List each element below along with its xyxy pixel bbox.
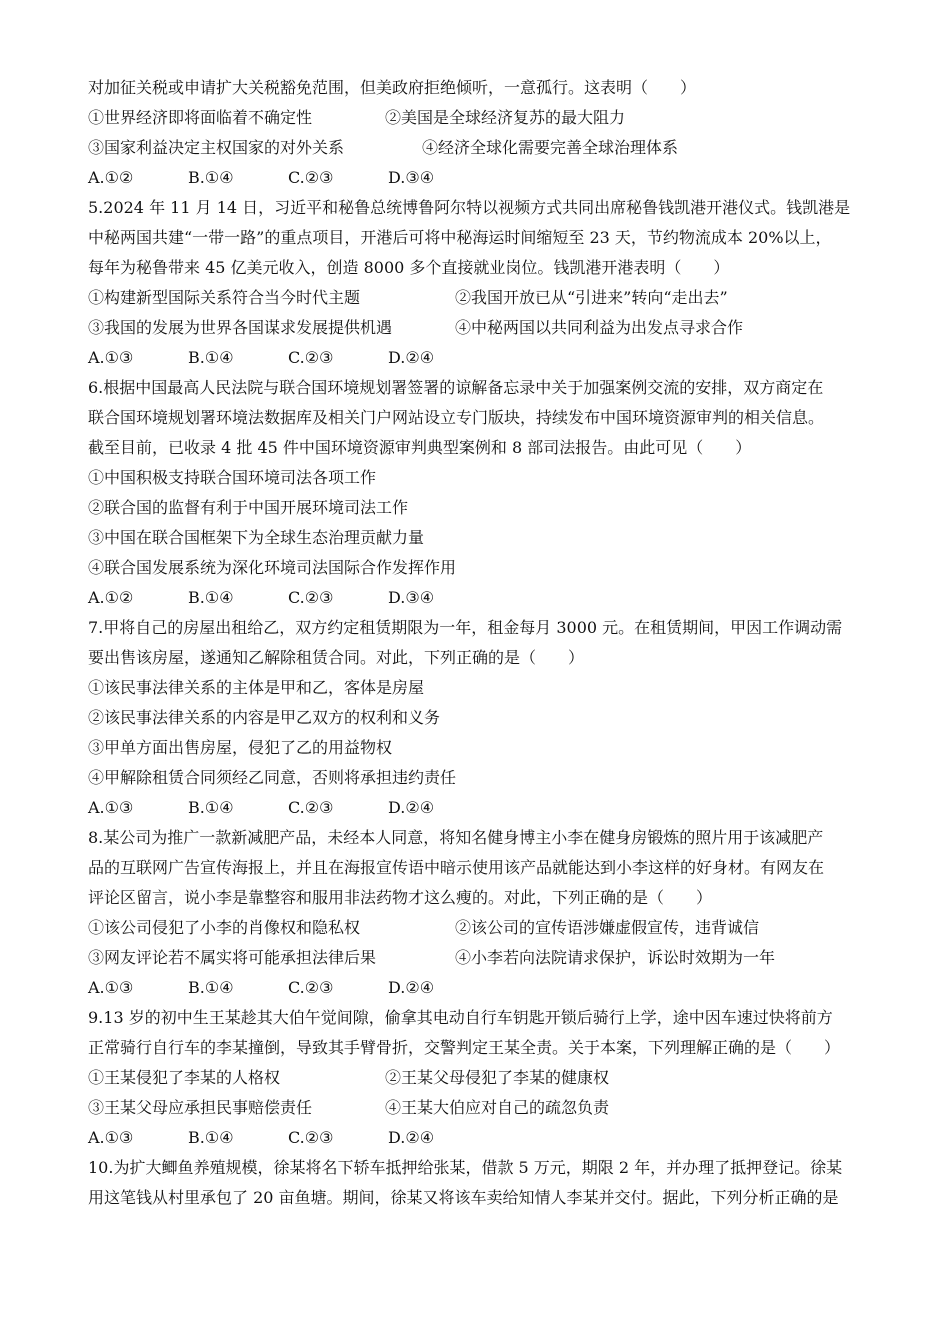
q5-statement-1: ①构建新型国际关系符合当今时代主题: [88, 288, 361, 307]
q7-statement-2: ②该民事法律关系的内容是甲乙双方的权利和义务: [88, 708, 441, 727]
q5-stem-line-3: 每年为秘鲁带来 45 亿美元收入，创造 8000 多个直接就业岗位。钱凯港开港表明（ ）: [88, 258, 730, 277]
q4-statement-1: ①世界经济即将面临着不确定性: [88, 108, 313, 127]
q8-statement-2: ②该公司的宣传语涉嫌虚假宣传，违背诚信: [455, 918, 760, 937]
q8-option-a: A.①③: [88, 978, 134, 997]
q4-option-c: C.②③: [288, 168, 334, 187]
q6-statement-4: ④联合国发展系统为深化环境司法国际合作发挥作用: [88, 558, 457, 577]
q6-statement-2: ②联合国的监督有利于中国开展环境司法工作: [88, 498, 409, 517]
q7-statement-4: ④甲解除租赁合同须经乙同意，否则将承担违约责任: [88, 768, 457, 787]
q7-option-b: B.①④: [188, 798, 234, 817]
q8-statement-1: ①该公司侵犯了小李的肖像权和隐私权: [88, 918, 361, 937]
q5-statement-4: ④中秘两国以共同利益为出发点寻求合作: [455, 318, 744, 337]
q8-statement-4: ④小李若向法院请求保护，诉讼时效期为一年: [455, 948, 776, 967]
q9-option-c: C.②③: [288, 1128, 334, 1147]
q6-statement-1: ①中国积极支持联合国环境司法各项工作: [88, 468, 377, 487]
q9-option-b: B.①④: [188, 1128, 234, 1147]
q6-option-d: D.③④: [388, 588, 435, 607]
q4-option-a: A.①②: [88, 168, 134, 187]
q5-option-c: C.②③: [288, 348, 334, 367]
q8-option-b: B.①④: [188, 978, 234, 997]
q8-stem-line-3: 评论区留言，说小李是靠整容和服用非法药物才这么瘦的。对此，下列正确的是（ ）: [88, 888, 713, 907]
q7-statement-3: ③甲单方面出售房屋，侵犯了乙的用益物权: [88, 738, 393, 757]
q7-stem-line-2: 要出售该房屋，遂通知乙解除租赁合同。对此，下列正确的是（ ）: [88, 648, 585, 667]
q6-stem-line-3: 截至目前，已收录 4 批 45 件中国环境资源审判典型案例和 8 部司法报告。由此可见（ ）: [88, 438, 752, 457]
q5-option-b: B.①④: [188, 348, 234, 367]
q6-stem-line-2: 联合国环境规划署环境法数据库及相关门户网站设立专门版块，持续发布中国环境资源审判的相关信息。: [88, 408, 825, 427]
q4-statement-2: ②美国是全球经济复苏的最大阻力: [385, 108, 626, 127]
q6-option-a: A.①②: [88, 588, 134, 607]
q4-option-d: D.③④: [388, 168, 435, 187]
q8-stem-line-1: 8.某公司为推广一款新减肥产品，未经本人同意，将知名健身博主小李在健身房锻炼的照片用于该减肥产: [88, 828, 824, 847]
q9-option-a: A.①③: [88, 1128, 134, 1147]
q7-stem-line-1: 7.甲将自己的房屋出租给乙，双方约定租赁期限为一年，租金每月 3000 元。在租赁期间，甲因工作调动需: [88, 618, 843, 637]
q9-stem-line-1: 9.13 岁的初中生王某趁其大伯午觉间隙，偷拿其电动自行车钥匙开锁后骑行上学，途中因车速过快将前方: [88, 1008, 833, 1027]
q9-statement-3: ③王某父母应承担民事赔偿责任: [88, 1098, 313, 1117]
q9-statement-1: ①王某侵犯了李某的人格权: [88, 1068, 281, 1087]
q8-statement-3: ③网友评论若不属实将可能承担法律后果: [88, 948, 377, 967]
q4-statement-4: ④经济全球化需要完善全球治理体系: [422, 138, 679, 157]
q9-stem-line-2: 正常骑行自行车的李某撞倒，导致其手臂骨折，交警判定王某全责。关于本案，下列理解正确的是（ ）: [88, 1038, 841, 1057]
q8-option-c: C.②③: [288, 978, 334, 997]
q8-option-d: D.②④: [388, 978, 435, 997]
q9-statement-2: ②王某父母侵犯了李某的健康权: [385, 1068, 610, 1087]
q7-option-d: D.②④: [388, 798, 435, 817]
q4-statement-3: ③国家利益决定主权国家的对外关系: [88, 138, 345, 157]
q5-statement-3: ③我国的发展为世界各国谋求发展提供机遇: [88, 318, 393, 337]
q6-option-c: C.②③: [288, 588, 334, 607]
q9-statement-4: ④王某大伯应对自己的疏忽负责: [385, 1098, 610, 1117]
q8-stem-line-2: 品的互联网广告宣传海报上，并且在海报宣传语中暗示使用该产品就能达到小李这样的好身材。有网友在: [88, 858, 825, 877]
q7-option-c: C.②③: [288, 798, 334, 817]
q6-statement-3: ③中国在联合国框架下为全球生态治理贡献力量: [88, 528, 425, 547]
q5-option-a: A.①③: [88, 348, 134, 367]
q5-statement-2: ②我国开放已从“引进来”转向“走出去”: [455, 288, 728, 307]
q10-stem-line-2: 用这笔钱从村里承包了 20 亩鱼塘。期间，徐某又将该车卖给知情人李某并交付。据此，下列分析正确的是: [88, 1188, 839, 1207]
q5-option-d: D.②④: [388, 348, 435, 367]
q10-stem-line-1: 10.为扩大鲫鱼养殖规模，徐某将名下轿车抵押给张某，借款 5 万元，期限 2 年，并办理了抵押登记。徐某: [88, 1158, 843, 1177]
q7-option-a: A.①③: [88, 798, 134, 817]
q5-stem-line-1: 5.2024 年 11 月 14 日，习近平和秘鲁总统博鲁阿尔特以视频方式共同出席秘鲁钱凯港开港仪式。钱凯港是: [88, 198, 851, 217]
q6-stem-line-1: 6.根据中国最高人民法院与联合国环境规划署签署的谅解备忘录中关于加强案例交流的安排，双方商定在: [88, 378, 824, 397]
q9-option-d: D.②④: [388, 1128, 435, 1147]
q4-option-b: B.①④: [188, 168, 234, 187]
q7-statement-1: ①该民事法律关系的主体是甲和乙，客体是房屋: [88, 678, 425, 697]
q6-option-b: B.①④: [188, 588, 234, 607]
q5-stem-line-2: 中秘两国共建“一带一路”的重点项目，开港后可将中秘海运时间缩短至 23 天，节约物流成本 20%以上，: [88, 228, 832, 247]
q4-stem-tail: 对加征关税或申请扩大关税豁免范围，但美政府拒绝倾听，一意孤行。这表明（ ）: [88, 78, 697, 97]
